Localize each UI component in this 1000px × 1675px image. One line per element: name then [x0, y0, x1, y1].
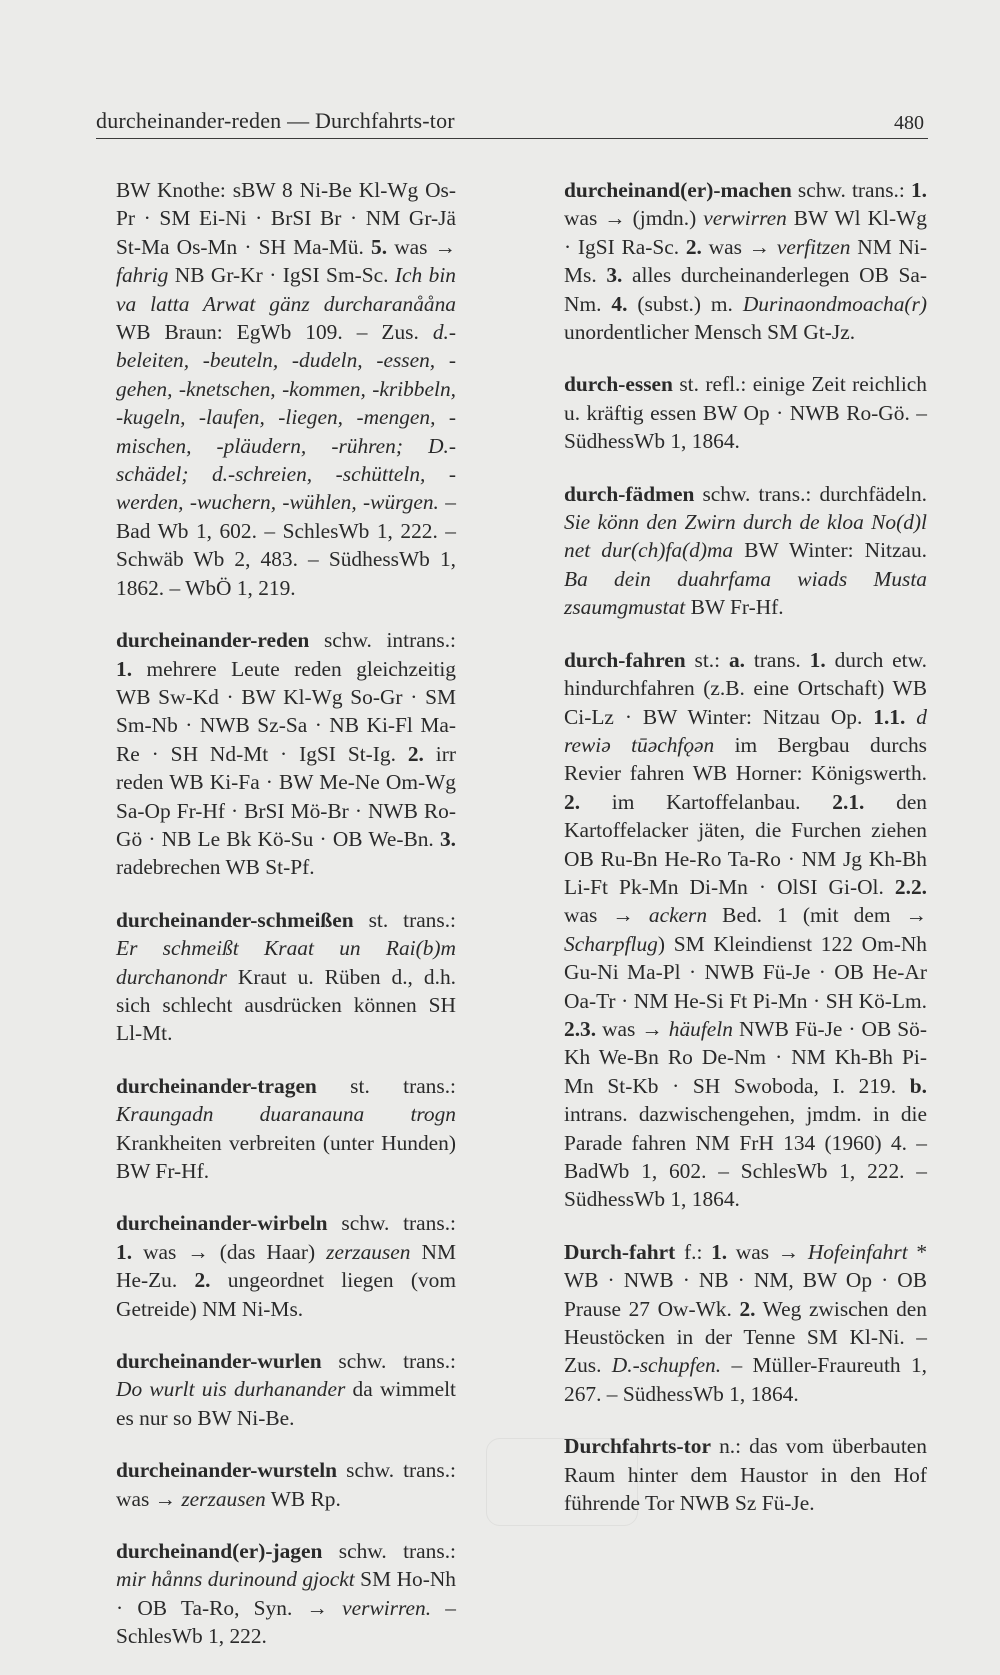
entry-text: verwirren. [342, 1595, 432, 1620]
entry-text: WB Rp. [265, 1486, 341, 1511]
entry-text: schw. intrans.: [309, 628, 456, 653]
entry-text: a. [728, 647, 745, 672]
entry-text: verfitzen [776, 234, 851, 259]
entry-text: alles durcheinanderlegen OB Sa-Nm. [564, 263, 927, 316]
entry-text: im Bergbau durchs Revier fahren WB Horner: Königswerth. [564, 732, 927, 786]
entry-text: d rewiə tūəchfǫən [564, 704, 927, 757]
entry-text: 3. [606, 263, 623, 288]
running-header [96, 106, 928, 139]
page-number: 480 [894, 112, 924, 134]
entry-text: mir hånns durinound gjockt [116, 1567, 355, 1592]
entry-text: 2. [739, 1296, 756, 1321]
entry-text: was → [727, 1239, 808, 1264]
entry-text: b. [909, 1073, 927, 1098]
dictionary-entry [116, 1209, 456, 1323]
entry-text: 2. [407, 741, 424, 766]
entry-text: schw. trans.: [791, 178, 911, 202]
entry-headword: Durchfahrts-tor [564, 1434, 711, 1459]
entry-text: BW Wl Kl-Wg · IgSI Ra-Sc. [564, 206, 927, 259]
dictionary-entry [564, 176, 927, 346]
entry-text: BW Fr-Hf. [685, 595, 784, 620]
entry-text: Durinaondmoacha(r) [742, 291, 927, 316]
entry-text: 5. [371, 234, 388, 259]
dictionary-entry [564, 646, 927, 1214]
entry-text: Ich bin va latta Arwat gänz durcharanååna [116, 263, 457, 316]
entry-text: fahrig [116, 263, 169, 288]
dictionary-entry [564, 370, 927, 455]
entry-text: 1. [910, 178, 927, 202]
entry-text: n.: das vom überbauten Raum hinter dem Haustor in den Hof führende Tor NWB Sz Fü-Je. [564, 1434, 927, 1516]
dictionary-entry [116, 906, 456, 1048]
entry-text: NB Gr-Kr · IgSI Sm-Sc. [168, 263, 395, 288]
entry-text: zerzausen [181, 1486, 266, 1511]
entry-text: ackern [648, 903, 708, 928]
entry-text: d.-beleiten, -beuteln, -dudeln, -essen, -gehen, -knetschen, -kommen, -kribbeln, -kugeln, -laufen, -liegen, -mengen, -mischen, -pläudern, -rühren; D.-schädel; d.-schreien, -schütteln, -werden, -wuchern, -wühlen, -würgen. [116, 320, 456, 515]
entry-text: Scharpflug [564, 931, 658, 956]
entry-text: 2.1. [832, 789, 865, 814]
entry-headword: durcheinander-tragen [116, 1073, 317, 1098]
entry-text: 2.2. [894, 874, 927, 899]
entry-text: Hofeinfahrt [807, 1239, 908, 1264]
dictionary-entry [116, 1072, 456, 1186]
entry-text: unordentlicher Mensch SM Gt-Jz. [564, 320, 856, 345]
entry-text: 1. [116, 656, 133, 681]
entry-text: Krankheiten verbreiten (unter Hunden) BW Fr-Hf. [116, 1130, 456, 1183]
entry-text: NWB Fü-Je · OB Sö-Kh We-Bn Ro De-Nm · NM Kh-Bh Pi-Mn St-Kb · SH Swoboda, I. 219. [564, 1016, 927, 1098]
entry-text: durch etw. hindurchfahren (z.B. eine Ortschaft) WB Ci-Lz · BW Winter: Nitzau Op. [564, 647, 927, 729]
entry-text: radebrechen WB St-Pf. [116, 855, 315, 880]
entry-text: 2. [685, 234, 702, 259]
entry-text: 1. [809, 647, 826, 672]
entry-text: 2. [194, 1268, 211, 1293]
entry-text: – SchlesWb 1, 222. [116, 1595, 457, 1649]
dictionary-entry [116, 1347, 456, 1432]
entry-headword: durcheinander-wurlen [116, 1349, 322, 1374]
entry-text: 4. [611, 291, 628, 316]
entry-text: intrans. dazwischengehen, jmdm. in die Parade fahren NM FrH 134 (1960) 4. – BadWb 1, 602. – SchlesWb 1, 222. – SüdhessWb 1, 1864. [564, 1102, 927, 1212]
entry-text: im Kartoffelanbau. [580, 789, 833, 814]
faint-stamp [486, 1438, 638, 1526]
entry-text: BW Winter: Nitzau. [733, 538, 927, 563]
entry-text: Sie könn den Zwirn durch de kloa No(d)l net dur(ch)fa(d)ma [564, 510, 927, 563]
entry-headword: durcheinander-reden [116, 628, 310, 653]
entry-headword: durcheinand(er)-machen [564, 178, 792, 202]
entry-text: trans. [744, 647, 810, 672]
entry-text: (subst.) m. [627, 291, 743, 316]
entry-text: häufeln [668, 1016, 733, 1041]
entry-text: schw. trans.: [327, 1211, 456, 1236]
entry-text: was → [564, 903, 649, 928]
entry-text: ungeordnet liegen (vom Getreide) NM Ni-Ms. [116, 1268, 457, 1321]
entry-text: was → (das Haar) [132, 1239, 327, 1264]
entry-text: f.: [675, 1239, 712, 1264]
dictionary-entry [116, 1537, 456, 1651]
entry-text: 1. [711, 1239, 728, 1264]
entry-headword: durcheinander-wursteln [116, 1458, 338, 1483]
entry-text: Kraut u. Rüben d., d.h. sich schlecht ausdrücken können SH Ll-Mt. [116, 964, 456, 1046]
entry-text: st. trans.: [353, 907, 456, 932]
entry-text: st. trans.: [316, 1073, 456, 1098]
running-header-title: durcheinander-reden — Durchfahrts-tor [96, 108, 455, 133]
entry-text: WB Braun: EgWb 109. – Zus. [116, 320, 433, 345]
entry-text: schw. trans.: [322, 1539, 456, 1564]
entry-text: was → [387, 234, 456, 259]
dictionary-entry [116, 176, 456, 602]
entry-text: NM Ni-Ms. [564, 234, 927, 288]
entry-headword: durcheinand(er)-jagen [116, 1539, 323, 1564]
entry-text: Weg zwischen den Heustöcken in der Tenne SM Kl-Ni. – Zus. [564, 1296, 927, 1378]
entry-headword: Durch-fahrt [564, 1239, 676, 1264]
entry-text: irr reden WB Ki-Fa · BW Me-Ne Om-Wg Sa-Op Fr-Hf · BrSI Mö-Br · NWB Ro-Gö · NB Le Bk Kö-Su · OB We-Bn. [116, 741, 456, 851]
entry-headword: durch-fahren [564, 647, 686, 672]
entry-text: zerzausen [326, 1239, 411, 1264]
entry-text: schw. trans.: was → [116, 1458, 456, 1511]
left-column [116, 176, 456, 1675]
entry-text: ) SM Kleindienst 122 Om-Nh Gu-Ni Ma-Pl · NWB Fü-Je · OB He-Ar Oa-Tr · NM He-Si Ft Pi-Mn · SH Kö-Lm. [564, 931, 927, 1013]
entry-text: NM He-Zu. [116, 1239, 456, 1293]
entry-text: 1.1. [873, 704, 906, 729]
entry-text: schw. trans.: durchfädeln. [694, 481, 927, 506]
entry-text [905, 705, 916, 729]
dictionary-entry [564, 1238, 927, 1408]
entry-text: 1. [116, 1239, 133, 1264]
entry-text: was → (jmdn.) [564, 206, 704, 231]
entry-text: Er schmeißt Kraat un Rai(b)m durchanondr [116, 936, 456, 989]
entry-text: den Kartoffelacker jäten, die Furchen ziehen OB Ru-Bn He-Ro Ta-Ro · NM Jg Kh-Bh Li-Ft Pk-Mn Di-Mn · OlSI Gi-Ol. [564, 789, 928, 899]
entry-text: verwirren [703, 206, 787, 231]
entry-text: da wimmelt es nur so BW Ni-Be. [116, 1377, 456, 1430]
entry-headword: durch-essen [564, 372, 673, 397]
entry-text: – Müller-Fraureuth 1, 267. – SüdhessWb 1, 1864. [564, 1353, 927, 1406]
dictionary-entry [116, 1456, 456, 1513]
entry-text: was → [701, 234, 777, 259]
entry-headword: durcheinander-wirbeln [116, 1211, 328, 1236]
entry-text: schw. trans.: [321, 1349, 456, 1374]
right-column [564, 176, 927, 1541]
entry-text: BW Knothe: sBW 8 Ni-Be Kl-Wg Os-Pr · SM Ei-Ni · BrSI Br · NM Gr-Jä St-Ma Os-Mn · SH Ma-Mü. [116, 178, 456, 259]
entry-text: SM Ho-Nh · OB Ta-Ro, Syn. → [116, 1567, 456, 1620]
entry-text: 3. [439, 826, 456, 851]
dictionary-entry [564, 480, 927, 622]
entry-text: was → [596, 1016, 669, 1041]
entry-text: Ba dein duahrfama wiads Musta zsaumgmustat [564, 566, 927, 620]
entry-text: 2. [564, 789, 581, 814]
entry-text: mehrere Leute reden gleichzeitig WB Sw-Kd · BW Kl-Wg So-Gr · SM Sm-Nb · NWB Sz-Sa · NB Ki-Fl Ma-Re · SH Nd-Mt · IgSI St-Ig. [116, 656, 456, 766]
entry-text: – Bad Wb 1, 602. – SchlesWb 1, 222. – Schwäb Wb 2, 483. – SüdhessWb 1, 1862. – WbÖ 1, 219. [116, 490, 456, 600]
entry-text: 2.3. [564, 1016, 597, 1041]
entry-text: Do wurlt uis durhanander [116, 1377, 346, 1402]
entry-text: * WB · NWB · NB · NM, BW Op · OB Prause 27 Ow-Wk. [564, 1239, 928, 1321]
entry-text: st.: [685, 647, 729, 672]
entry-text: Bed. 1 (mit dem → [707, 903, 927, 928]
dictionary-entry [116, 626, 456, 882]
entry-text: D.-schupfen. [611, 1353, 722, 1378]
entry-headword: durcheinander-schmeißen [116, 907, 354, 932]
entry-headword: durch-fädmen [564, 481, 695, 506]
entry-text: st. refl.: einige Zeit reichlich u. kräftig essen BW Op · NWB Ro-Gö. – SüdhessWb 1, 1864. [564, 372, 927, 454]
entry-text: Kraungadn duaranauna trogn [116, 1102, 456, 1127]
